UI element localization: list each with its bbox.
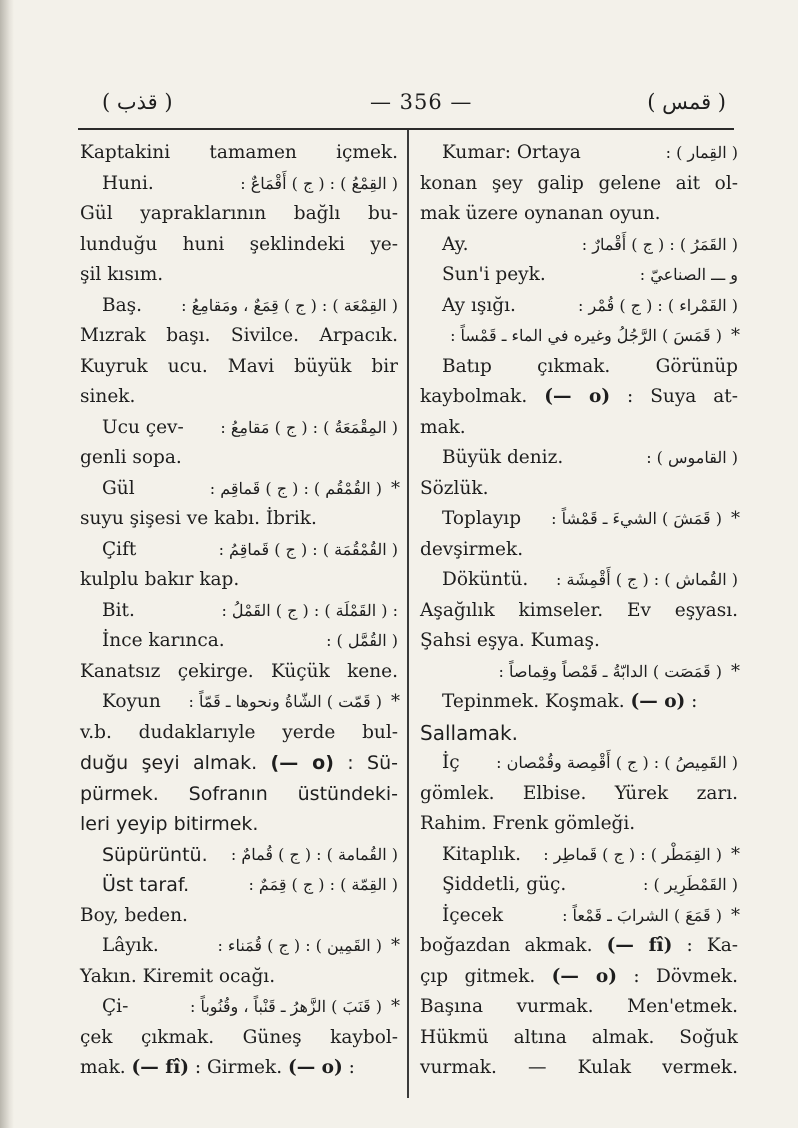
dictionary-entry-line [420, 657, 738, 688]
dictionary-entry-line [420, 870, 738, 901]
dictionary-entry-line [420, 748, 738, 779]
header-rule [78, 128, 734, 130]
turkish-text: Hükmü altına almak. Soğuk [420, 1026, 738, 1048]
turkish-text: Kaptakini tamamen içmek. [80, 142, 398, 163]
arabic-headword: ( القَمَرُ ) : ( ج ) أَقْمارٌ : [581, 234, 738, 254]
arabic-headword: ( القِمْعُ ) : ( ج ) أَقْمَاعٌ : [240, 173, 398, 193]
turkish-text: Çift [102, 538, 137, 560]
turkish-text: İnce karınca. [102, 630, 225, 651]
turkish-text: Bit. [102, 599, 135, 621]
arabic-headword: ( القِمّة ) : ( ج ) قِمَمٌ : [248, 875, 398, 894]
entry-star-marker: * [391, 691, 400, 712]
turkish-text: Sözlük. [420, 477, 489, 499]
dictionary-entry-line [420, 321, 738, 352]
entry-star-marker: * [731, 843, 740, 865]
definition-line [420, 413, 738, 444]
dictionary-entry-line [420, 504, 738, 535]
dictionary-entry-line [80, 413, 398, 444]
definition-line [420, 1053, 738, 1084]
definition-line [420, 352, 738, 383]
arabic-headword: ( القَمِين ) : ( ج ) قُمَناء : [217, 936, 382, 955]
turkish-text: Çi- [102, 996, 129, 1017]
turkish-text: Büyük deniz. [442, 447, 564, 468]
arabic-headword: ( القُمامة ) : ( ج ) قُمامٌ : [230, 844, 398, 864]
dictionary-entry-line [420, 443, 738, 474]
dictionary-entry-line [420, 291, 738, 322]
right-column [420, 138, 738, 1084]
turkish-text: genli sopa. [80, 447, 182, 468]
dictionary-entry-line [420, 901, 738, 932]
turkish-text: Batıp çıkmak. Görünüp [442, 355, 738, 377]
arabic-headword: ( القِمَطْر ) : ( ج ) قَماطِر : [543, 844, 722, 864]
definition-line [80, 443, 398, 474]
arabic-headword: ( القُمْقُمَة ) : ( ج ) قَماقِمُ : [218, 539, 398, 559]
definition-line [80, 138, 398, 169]
definition-line [80, 504, 398, 535]
definition-line [80, 230, 398, 261]
turkish-text: mak. (— fî) : Girmek. (— o) : [80, 1057, 355, 1078]
definition-line [420, 535, 738, 566]
dictionary-entry-line [80, 931, 398, 962]
dictionary-entry-line [420, 840, 738, 871]
arabic-headword: ( القُمْقُم ) : ( ج ) قَماقِم : [209, 478, 382, 498]
definition-line [80, 901, 398, 932]
dictionary-entry-line [80, 992, 398, 1023]
arabic-headword: و ـــ الصناعيّ : [639, 265, 738, 284]
turkish-text: duğu şeyi almak. (— o) : Sü- [80, 752, 398, 774]
dictionary-entry-line [420, 138, 738, 169]
page-edge-shadow [0, 0, 14, 1128]
dictionary-entry-line [80, 291, 398, 322]
column-divider [407, 130, 409, 1098]
turkish-text: boğazdan akmak. (— fî) : Ka- [420, 935, 738, 956]
arabic-headword: : ( القَمْلَة ) : ( ج ) القَمْلُ : [221, 600, 398, 620]
definition-line [420, 931, 738, 962]
turkish-text: Ay. [442, 233, 469, 255]
entry-star-marker: * [391, 996, 400, 1017]
entry-star-marker: * [731, 508, 740, 529]
turkish-text: kaybolmak. (— o) : Suya at- [420, 386, 738, 407]
turkish-text: Üst taraf. [102, 874, 190, 896]
turkish-text: suyu şişesi ve kabı. İbrik. [80, 508, 317, 529]
definition-line [80, 199, 398, 230]
turkish-text: pürmek. Sofranın üstündeki- [80, 782, 398, 805]
dictionary-entry-line [80, 687, 398, 718]
turkish-text: gömlek. Elbise. Yürek zarı. [420, 782, 738, 804]
arabic-headword: ( قَمَعَ ) الشرابَ ـ قَمْعاً : [562, 905, 722, 925]
definition-line [80, 748, 398, 779]
turkish-text: vurmak. — Kulak vermek. [420, 1057, 738, 1078]
turkish-text: konan şey galip gelene ait ol- [420, 172, 738, 194]
definition-line [80, 565, 398, 596]
turkish-text: mak üzere oynanan oyun. [420, 203, 661, 224]
entry-star-marker: * [391, 935, 400, 956]
entry-star-marker: * [391, 477, 400, 499]
turkish-text: Baş. [102, 294, 142, 316]
definition-line [80, 809, 398, 840]
arabic-headword: ( القَمْراء ) : ( ج ) قُمْر : [578, 295, 738, 315]
arabic-headword: ( قَنَبَ ) الزَّهرُ ـ قَنْباً ، وقُنُوباً : [190, 997, 382, 1016]
definition-line [420, 626, 738, 657]
turkish-text: Başına vurmak. Men'etmek. [420, 996, 738, 1017]
turkish-text: Lâyık. [102, 935, 159, 956]
left-column [80, 138, 398, 1084]
arabic-headword: ( القاموس ) : [646, 448, 738, 467]
definition-line [80, 718, 398, 749]
turkish-text: Ucu çev- [102, 416, 184, 438]
definition-line [420, 596, 738, 627]
turkish-text: v.b. dudaklarıyle yerde bul- [80, 721, 398, 743]
dictionary-entry-line [420, 565, 738, 596]
dictionary-entry-line [420, 687, 738, 718]
definition-line [420, 779, 738, 810]
definition-line [420, 992, 738, 1023]
dictionary-entry-line [80, 474, 398, 505]
turkish-text: Kumar: Ortaya [442, 142, 581, 163]
turkish-text: Kuyruk ucu. Mavi büyük bir [80, 355, 398, 377]
definition-line [80, 779, 398, 810]
dictionary-entry-line [80, 840, 398, 871]
dictionary-entry-line [80, 169, 398, 200]
arabic-headword: ( المِقْمَعَةُ ) : ( ج ) مَقامِعُ : [220, 417, 398, 437]
turkish-text: Tepinmek. Koşmak. (— o) : [442, 691, 698, 712]
dictionary-entry-line [80, 870, 398, 901]
arabic-headword: ( القُماش ) : ( ج ) أَقْمِشَة : [555, 570, 738, 589]
turkish-text: Mızrak başı. Sivilce. Arpacık. [80, 325, 398, 346]
definition-line [420, 809, 738, 840]
turkish-text: Süpürüntü. [102, 843, 208, 866]
turkish-text: şil kısım. [80, 264, 164, 285]
arabic-headword: ( قَمَصَت ) الدابّةُ ـ قَمْصاً وقِماصاً : [498, 661, 722, 681]
dictionary-entry-line [80, 626, 398, 657]
turkish-text: Kanatsız çekirge. Küçük kene. [80, 660, 398, 682]
definition-line [420, 169, 738, 200]
dictionary-entry-line [80, 596, 398, 627]
definition-line [80, 352, 398, 383]
entry-star-marker: * [731, 904, 740, 926]
page-number: — 356 — [370, 90, 473, 114]
turkish-text: Aşağılık kimseler. Ev eşyası. [420, 599, 738, 621]
turkish-text: Boy, beden. [80, 904, 188, 926]
definition-line [80, 1053, 398, 1084]
entry-star-marker: * [731, 660, 740, 682]
dictionary-entry-line [80, 535, 398, 566]
arabic-headword: ( قَمّت ) الشّاةُ ونحوها ـ قَمّاً : [188, 692, 382, 711]
definition-line [80, 962, 398, 993]
definition-line [420, 1023, 738, 1054]
definition-line [80, 1023, 398, 1054]
arabic-headword: ( القِمار ) : [665, 143, 738, 162]
turkish-text: çıp gitmek. (— o) : Dövmek. [420, 965, 738, 987]
definition-line [420, 474, 738, 505]
turkish-text: Şahsi eşya. Kumaş. [420, 630, 600, 651]
turkish-text: Döküntü. [442, 569, 529, 590]
turkish-text: sinek. [80, 386, 136, 407]
definition-line [80, 321, 398, 352]
header-left-guide-word: ( قذب ) [102, 90, 173, 114]
dictionary-entry-line [420, 260, 738, 291]
definition-line [80, 260, 398, 291]
header-right-guide-word: ( قمس ) [647, 90, 726, 114]
turkish-text: Kitaplık. [442, 843, 521, 865]
arabic-headword: ( قَمَسَ ) الرَّجُلُ وغيره في الماء ـ قَمْساً : [450, 326, 722, 345]
turkish-text: leri yeyip bitirmek. [80, 813, 259, 835]
turkish-text: Sun'i peyk. [442, 264, 546, 285]
arabic-headword: ( القِمْعَة ) : ( ج ) قِمَعٌ ، ومَقامِعُ : [181, 295, 398, 315]
arabic-headword: ( القُمَّل ) : [326, 631, 398, 650]
definition-line [80, 657, 398, 688]
definition-line [80, 382, 398, 413]
turkish-text: Şiddetli, güç. [442, 874, 567, 895]
entry-star-marker: * [731, 325, 740, 346]
dictionary-entry-line [420, 230, 738, 261]
turkish-text: kulplu bakır kap. [80, 569, 240, 590]
turkish-text: Huni. [102, 172, 154, 194]
definition-line [420, 962, 738, 993]
turkish-text: İçecek [442, 904, 504, 926]
turkish-text: Rahim. Frenk gömleği. [420, 813, 636, 834]
turkish-text: Gül yapraklarının bağlı bu- [80, 203, 398, 224]
turkish-text: Ay ışığı. [442, 294, 516, 316]
turkish-text: devşirmek. [420, 538, 524, 560]
definition-line [420, 199, 738, 230]
turkish-text: İç [442, 752, 460, 773]
turkish-text: mak. [420, 416, 466, 438]
arabic-headword: ( قَمَشَ ) الشيءَ ـ قَمْشاً : [551, 509, 722, 528]
definition-line [420, 382, 738, 413]
arabic-headword: ( القَمِيصُ ) : ( ج ) أَقْمِصة وقُمْصان : [496, 753, 738, 772]
turkish-text: çek çıkmak. Güneş kaybol- [80, 1026, 398, 1048]
arabic-headword: ( القَمْطَرِير ) : [642, 875, 738, 894]
definition-line [420, 718, 738, 749]
turkish-text: Sallamak. [420, 720, 518, 745]
turkish-text: Yakın. Kiremit ocağı. [80, 965, 276, 987]
turkish-text: lunduğu huni şeklindeki ye- [80, 233, 398, 255]
turkish-text: Gül [102, 477, 135, 499]
turkish-text: Toplayıp [442, 508, 522, 529]
turkish-text: Koyun [102, 691, 161, 712]
page-header [80, 86, 730, 126]
